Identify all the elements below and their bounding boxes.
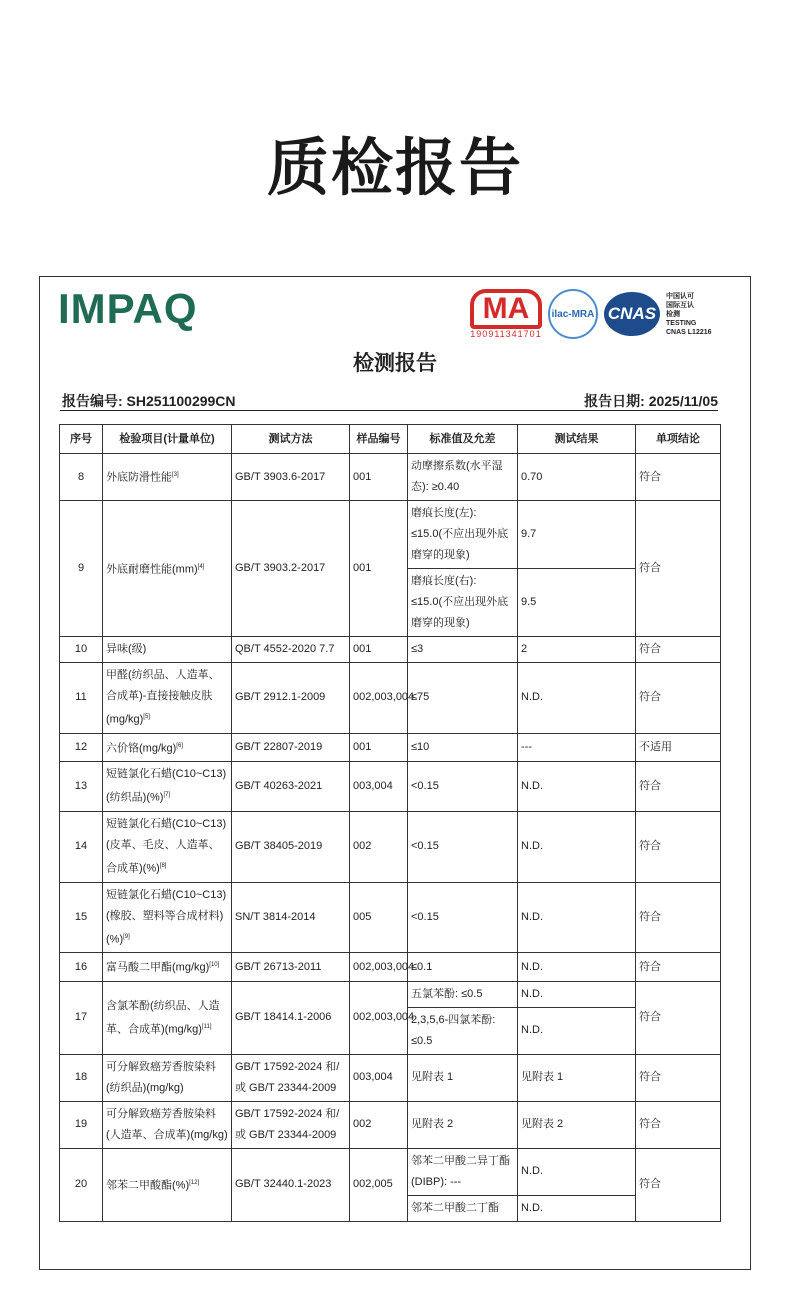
conclusion: 符合 (636, 882, 721, 953)
test-method: GB/T 38405-2019 (232, 811, 350, 882)
test-result: N.D. (518, 663, 636, 734)
table-row (60, 981, 721, 1007)
test-method: GB/T 32440.1-2023 (232, 1148, 350, 1221)
standard-value: <0.15 (408, 762, 518, 812)
test-method: SN/T 3814-2014 (232, 882, 350, 953)
test-result: N.D. (518, 981, 636, 1007)
sample-number: 002 (350, 1101, 408, 1148)
table-row (60, 454, 721, 501)
conclusion: 符合 (636, 953, 721, 982)
standard-value: 磨痕长度(右): ≤15.0(不应出现外底磨穿的现象) (408, 569, 518, 637)
table-row (60, 733, 721, 762)
table-row (60, 811, 721, 882)
row-number: 11 (60, 663, 103, 734)
table-row (60, 762, 721, 812)
table-row (60, 882, 721, 953)
table-row (60, 1148, 721, 1195)
conclusion: 符合 (636, 1101, 721, 1148)
conclusion: 符合 (636, 501, 721, 637)
footnote-ref: [6] (176, 742, 183, 749)
test-method: QB/T 4552-2020 7.7 (232, 637, 350, 663)
sample-number: 003,004 (350, 762, 408, 812)
row-number: 9 (60, 501, 103, 637)
conclusion: 不适用 (636, 733, 721, 762)
test-item: 六价铬(mg/kg)[6] (103, 733, 232, 762)
test-item: 短链氯化石蜡(C10~C13)(橡胶、塑料等合成材料)(%)[9] (103, 882, 232, 953)
test-result: N.D. (518, 882, 636, 953)
sample-number: 003,004 (350, 1054, 408, 1101)
test-method: GB/T 17592-2024 和/或 GB/T 23344-2009 (232, 1054, 350, 1101)
standard-value: <0.15 (408, 882, 518, 953)
test-item: 可分解致癌芳香胺染料(纺织品)(mg/kg) (103, 1054, 232, 1101)
conclusion: 符合 (636, 981, 721, 1054)
test-result: N.D. (518, 762, 636, 812)
test-item: 甲醛(纺织品、人造革、合成革)-直接接触皮肤(mg/kg)[5] (103, 663, 232, 734)
sample-number: 005 (350, 882, 408, 953)
row-number: 20 (60, 1148, 103, 1221)
header-no: 序号 (60, 425, 103, 454)
standard-value: 2,3,5,6-四氯苯酚: ≤0.5 (408, 1007, 518, 1054)
test-result: 2 (518, 637, 636, 663)
standard-value: ≤0.1 (408, 953, 518, 982)
page-title: 质检报告 (266, 134, 523, 203)
test-item: 外底耐磨性能(mm)[4] (103, 501, 232, 637)
standard-value: 邻苯二甲酸二丁酯 (408, 1195, 518, 1221)
cma-logo: MA 190911341701 (470, 289, 542, 339)
row-number: 16 (60, 953, 103, 982)
row-number: 13 (60, 762, 103, 812)
row-number: 12 (60, 733, 103, 762)
standard-value: 见附表 1 (408, 1054, 518, 1101)
conclusion: 符合 (636, 637, 721, 663)
test-report (39, 276, 751, 1270)
sample-number: 001 (350, 454, 408, 501)
test-method: GB/T 40263-2021 (232, 762, 350, 812)
header-item: 检验项目(计量单位) (103, 425, 232, 454)
footnote-ref: [4] (197, 563, 205, 570)
test-item: 邻苯二甲酸酯(%)[12] (103, 1148, 232, 1221)
test-item: 可分解致癌芳香胺染料(人造革、合成革)(mg/kg) (103, 1101, 232, 1148)
test-method: GB/T 2912.1-2009 (232, 663, 350, 734)
test-method: GB/T 3903.2-2017 (232, 501, 350, 637)
cma-number: 190911341701 (470, 329, 542, 339)
impaq-logo: IMPAQ (58, 285, 198, 332)
test-item: 异味(级) (103, 637, 232, 663)
sample-number: 002,003,004 (350, 953, 408, 982)
sample-number: 001 (350, 637, 408, 663)
table-row (60, 637, 721, 663)
standard-value: 磨痕长度(左): ≤15.0(不应出现外底磨穿的现象) (408, 501, 518, 569)
footnote-ref: [12] (189, 1180, 200, 1187)
conclusion: 符合 (636, 811, 721, 882)
table-row (60, 1101, 721, 1148)
test-method: GB/T 18414.1-2006 (232, 981, 350, 1054)
header-conclusion: 单项结论 (636, 425, 721, 454)
standard-value: 五氯苯酚: ≤0.5 (408, 981, 518, 1007)
row-number: 19 (60, 1101, 103, 1148)
test-result: N.D. (518, 1195, 636, 1221)
test-result: N.D. (518, 1148, 636, 1195)
table-row (60, 1054, 721, 1101)
footnote-ref: [3] (172, 472, 179, 479)
standard-value: <0.15 (408, 811, 518, 882)
table-row (60, 663, 721, 734)
conclusion: 符合 (636, 762, 721, 812)
table-row (60, 501, 721, 569)
cnas-logo: CNAS (604, 292, 660, 336)
test-result: N.D. (518, 953, 636, 982)
conclusion: 符合 (636, 1148, 721, 1221)
test-result: 见附表 2 (518, 1101, 636, 1148)
standard-value: 邻苯二甲酸二异丁酯(DIBP): --- (408, 1148, 518, 1195)
standard-value: 见附表 2 (408, 1101, 518, 1148)
test-item: 富马酸二甲酯(mg/kg)[10] (103, 953, 232, 982)
footnote-ref: [8] (159, 862, 167, 869)
header-method: 测试方法 (232, 425, 350, 454)
ilac-mra-logo: ilac-MRA (548, 289, 598, 339)
footnote-ref: [9] (123, 933, 130, 940)
standard-value: 动摩擦系数(水平湿态): ≥0.40 (408, 454, 518, 501)
test-result: 0.70 (518, 454, 636, 501)
header-standard: 标准值及允差 (408, 425, 518, 454)
test-result: 见附表 1 (518, 1054, 636, 1101)
standard-value: ≤3 (408, 637, 518, 663)
test-method: GB/T 22807-2019 (232, 733, 350, 762)
footnote-ref: [11] (201, 1023, 212, 1030)
sample-number: 002,003,004 (350, 981, 408, 1054)
test-result: N.D. (518, 811, 636, 882)
footnote-ref: [5] (143, 714, 150, 720)
report-title: 检测报告 (353, 352, 437, 375)
sample-number: 002,005 (350, 1148, 408, 1221)
test-result: --- (518, 733, 636, 762)
row-number: 18 (60, 1054, 103, 1101)
test-result: N.D. (518, 1007, 636, 1054)
test-result: 9.5 (518, 569, 636, 637)
row-number: 17 (60, 981, 103, 1054)
test-method: GB/T 3903.6-2017 (232, 454, 350, 501)
row-number: 14 (60, 811, 103, 882)
test-item: 含氯苯酚(纺织品、人造革、合成革)(mg/kg)[11] (103, 981, 232, 1054)
conclusion: 符合 (636, 454, 721, 501)
report-number: 报告编号: SH251100299CN (62, 393, 236, 409)
standard-value: ≤10 (408, 733, 518, 762)
sample-number: 001 (350, 501, 408, 637)
row-number: 15 (60, 882, 103, 953)
row-number: 8 (60, 454, 103, 501)
test-method: GB/T 17592-2024 和/或 GB/T 23344-2009 (232, 1101, 350, 1148)
row-number: 10 (60, 637, 103, 663)
header-result: 测试结果 (518, 425, 636, 454)
sample-number: 002,003,004 (350, 663, 408, 734)
footnote-ref: [10] (209, 962, 220, 969)
table-header (60, 425, 721, 454)
test-item: 短链氯化石蜡(C10~C13)(纺织品)(%)[7] (103, 762, 232, 812)
divider (60, 410, 718, 411)
certification-logos (470, 289, 712, 339)
conclusion: 符合 (636, 1054, 721, 1101)
test-method: GB/T 26713-2011 (232, 953, 350, 982)
conclusion: 符合 (636, 663, 721, 734)
report-date: 报告日期: 2025/11/05 (584, 393, 718, 409)
table-row (60, 953, 721, 982)
standard-value: ≤75 (408, 663, 518, 734)
footnote-ref: [7] (163, 792, 171, 799)
test-item: 外底防滑性能[3] (103, 454, 232, 501)
test-result: 9.7 (518, 501, 636, 569)
cnas-text: 中国认可 国际互认 检测 TESTING CNAS L12216 (666, 292, 712, 336)
sample-number: 002 (350, 811, 408, 882)
results-table (59, 424, 721, 1222)
header-sample: 样品编号 (350, 425, 408, 454)
test-item: 短链氯化石蜡(C10~C13)(皮革、毛皮、人造革、合成革)(%)[8] (103, 811, 232, 882)
sample-number: 001 (350, 733, 408, 762)
